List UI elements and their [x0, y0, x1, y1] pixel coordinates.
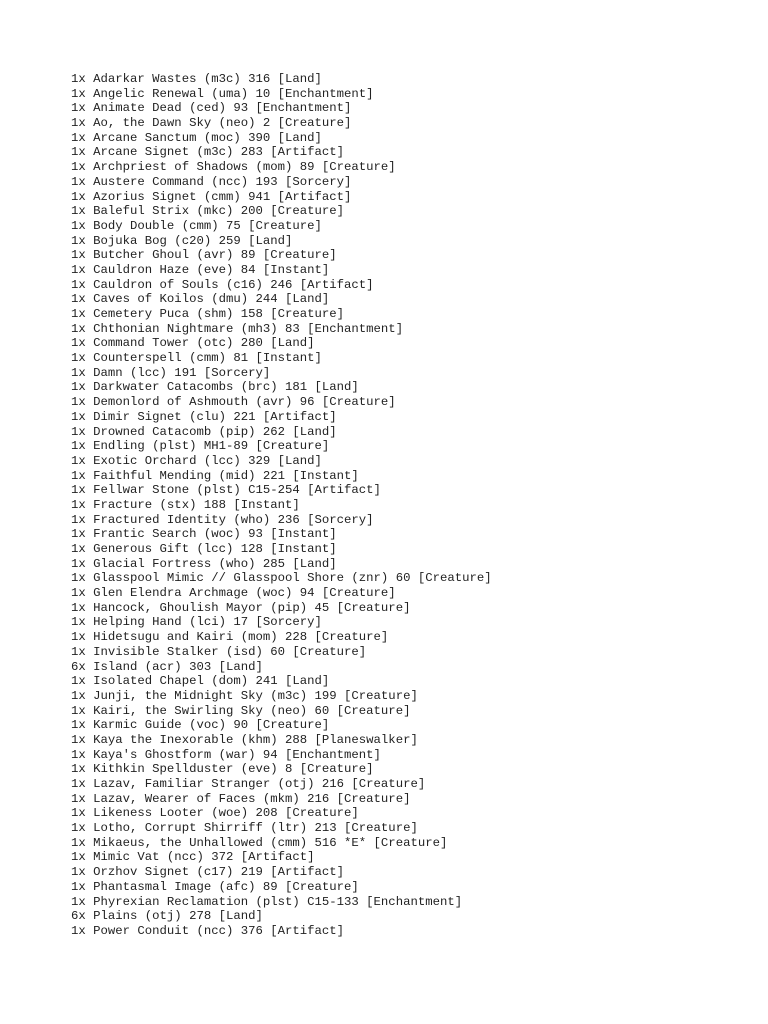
card-line: 1x Caves of Koilos (dmu) 244 [Land]	[71, 292, 330, 307]
card-line: 1x Arcane Sanctum (moc) 390 [Land]	[71, 130, 322, 145]
card-line: 1x Mikaeus, the Unhallowed (cmm) 516 *E* [Creature]	[71, 835, 448, 850]
card-line: 1x Bojuka Bog (c20) 259 [Land]	[71, 233, 293, 248]
card-line: 1x Cauldron of Souls (c16) 246 [Artifact]	[71, 277, 374, 292]
card-line: 1x Lazav, Familiar Stranger (otj) 216 [Creature]	[71, 777, 426, 791]
card-line: 1x Junji, the Midnight Sky (m3c) 199 [Creature]	[71, 688, 418, 703]
card-line: 1x Austere Command (ncc) 193 [Sorcery]	[71, 174, 352, 189]
card-line: 1x Adarkar Wastes (m3c) 316 [Land]	[71, 72, 322, 86]
card-line: 1x Hancock, Ghoulish Mayor (pip) 45 [Creature]	[71, 600, 411, 615]
card-line: 1x Kithkin Spellduster (eve) 8 [Creature]	[71, 762, 374, 777]
card-line: 1x Glacial Fortress (who) 285 [Land]	[71, 556, 337, 571]
card-line: 1x Generous Gift (lcc) 128 [Instant]	[71, 542, 337, 556]
card-line: 1x Fractured Identity (who) 236 [Sorcery]	[71, 512, 374, 527]
card-line: 1x Counterspell (cmm) 81 [Instant]	[71, 351, 322, 366]
card-line: 1x Exotic Orchard (lcc) 329 [Land]	[71, 453, 322, 468]
card-line: 1x Karmic Guide (voc) 90 [Creature]	[71, 718, 330, 733]
card-line: 1x Lotho, Corrupt Shirriff (ltr) 213 [Creature]	[71, 821, 418, 836]
card-line: 1x Body Double (cmm) 75 [Creature]	[71, 218, 322, 233]
card-line: 1x Animate Dead (ced) 93 [Enchantment]	[71, 101, 352, 116]
card-line: 1x Kaya's Ghostform (war) 94 [Enchantment]	[71, 747, 381, 762]
card-line: 1x Phyrexian Reclamation (plst) C15-133 [Enchantment]	[71, 894, 463, 909]
card-line: 1x Fracture (stx) 188 [Instant]	[71, 497, 300, 512]
card-line: 1x Lazav, Wearer of Faces (mkm) 216 [Creature]	[71, 791, 411, 806]
card-line: 1x Cemetery Puca (shm) 158 [Creature]	[71, 307, 345, 321]
card-line: 1x Archpriest of Shadows (mom) 89 [Creature]	[71, 160, 396, 175]
card-line: 6x Island (acr) 303 [Land]	[71, 659, 263, 674]
card-line: 1x Hidetsugu and Kairi (mom) 228 [Creature]	[71, 630, 389, 645]
card-line: 1x Darkwater Catacombs (brc) 181 [Land]	[71, 380, 359, 395]
card-line: 1x Angelic Renewal (uma) 10 [Enchantment]	[71, 86, 374, 101]
card-line: 1x Phantasmal Image (afc) 89 [Creature]	[71, 879, 359, 894]
card-line: 1x Mimic Vat (ncc) 372 [Artifact]	[71, 850, 315, 865]
card-line: 1x Damn (lcc) 191 [Sorcery]	[71, 365, 271, 380]
card-line: 1x Endling (plst) MH1-89 [Creature]	[71, 439, 330, 454]
card-line: 1x Power Conduit (ncc) 376 [Artifact]	[71, 923, 345, 938]
card-line: 1x Isolated Chapel (dom) 241 [Land]	[71, 674, 330, 689]
card-line: 1x Ao, the Dawn Sky (neo) 2 [Creature]	[71, 116, 352, 131]
card-line: 1x Dimir Signet (clu) 221 [Artifact]	[71, 409, 337, 424]
card-line: 1x Glasspool Mimic // Glasspool Shore (znr) 60 [Creature]	[71, 571, 492, 586]
card-line: 1x Arcane Signet (m3c) 283 [Artifact]	[71, 145, 345, 160]
card-line: 1x Drowned Catacomb (pip) 262 [Land]	[71, 424, 337, 439]
card-line: 1x Chthonian Nightmare (mh3) 83 [Enchantment]	[71, 321, 404, 336]
card-line: 1x Faithful Mending (mid) 221 [Instant]	[71, 468, 359, 483]
card-line: 1x Azorius Signet (cmm) 941 [Artifact]	[71, 189, 352, 204]
card-line: 6x Plains (otj) 278 [Land]	[71, 909, 263, 924]
card-line: 1x Orzhov Signet (c17) 219 [Artifact]	[71, 865, 345, 880]
card-line: 1x Command Tower (otc) 280 [Land]	[71, 336, 315, 351]
card-line: 1x Invisible Stalker (isd) 60 [Creature]	[71, 644, 367, 659]
card-line: 1x Helping Hand (lci) 17 [Sorcery]	[71, 615, 322, 630]
card-line: 1x Demonlord of Ashmouth (avr) 96 [Creature]	[71, 395, 396, 410]
card-line: 1x Glen Elendra Archmage (woc) 94 [Creature]	[71, 586, 396, 601]
card-line: 1x Butcher Ghoul (avr) 89 [Creature]	[71, 248, 337, 263]
card-line: 1x Likeness Looter (woe) 208 [Creature]	[71, 806, 359, 821]
card-line: 1x Kaya the Inexorable (khm) 288 [Planeswalker]	[71, 732, 418, 747]
card-line: 1x Frantic Search (woc) 93 [Instant]	[71, 527, 337, 542]
card-list	[71, 72, 492, 939]
card-line: 1x Baleful Strix (mkc) 200 [Creature]	[71, 204, 345, 219]
card-line: 1x Cauldron Haze (eve) 84 [Instant]	[71, 262, 330, 277]
card-line: 1x Kairi, the Swirling Sky (neo) 60 [Creature]	[71, 703, 411, 718]
card-line: 1x Fellwar Stone (plst) C15-254 [Artifact]	[71, 483, 381, 498]
